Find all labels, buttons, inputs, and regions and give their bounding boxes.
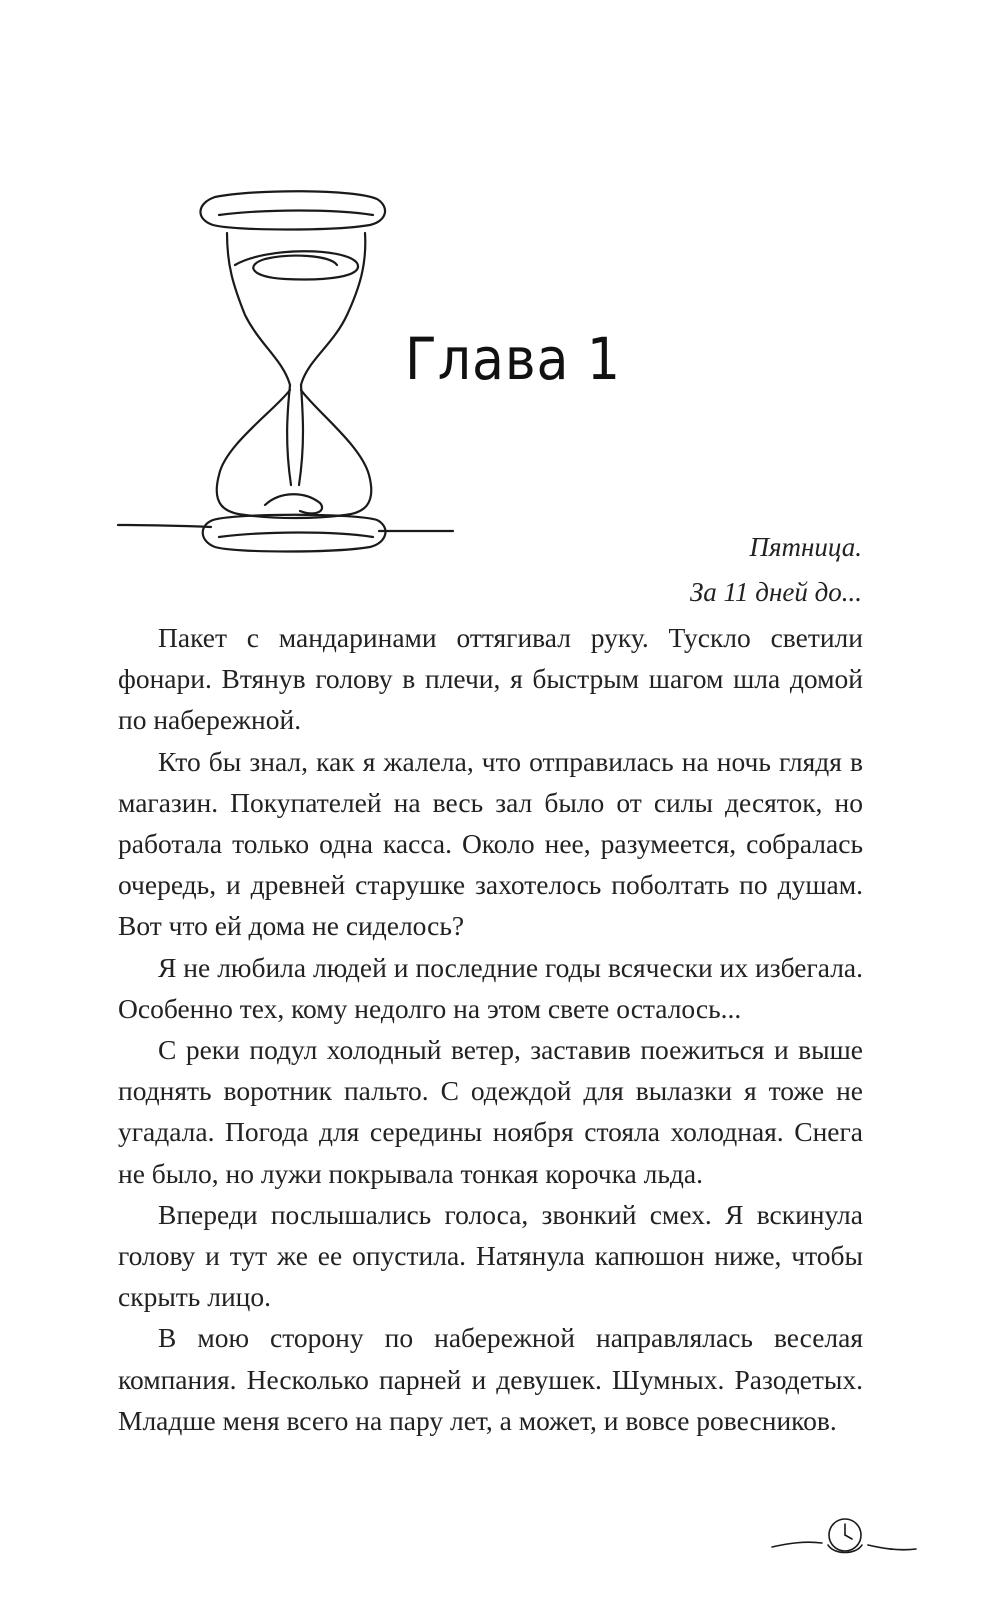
epigraph-line-countdown: За 11 дней до... — [689, 577, 862, 607]
paragraph: С реки подул холодный ветер, заставив поежиться и выше поднять воротник пальто. С одеждой для вылазки я тоже не угадала. Погода для середины ноября стояла холодная. Снега не было, но лужи покрывала тонкая корочка льда. — [118, 1034, 863, 1189]
chapter-body — [118, 617, 863, 1441]
chapter-title: Глава 1 — [405, 325, 622, 393]
epigraph-line-day: Пятница. — [749, 532, 862, 562]
epigraph — [690, 525, 862, 615]
paragraph: В мою сторону по набережной направлялась веселая компания. Несколько парней и девушек. Шумных. Разодетых. Младше меня всего на пару лет, а может, и вовсе ровесников. — [118, 1322, 863, 1436]
paragraph: Пакет с мандаринами оттягивал руку. Тускло светили фонари. Втянув голову в плечи, я быстрым шагом шла домой по набережной. — [118, 622, 863, 736]
paragraph: Я не любила людей и последние годы всячески их избегала. Особенно тех, кому недолго на этом свете осталось... — [118, 951, 863, 1024]
paragraph: Кто бы знал, как я жалела, что отправилась на ночь глядя в магазин. Покупателей на весь зал было от силы десяток, но работала только одна касса. Около нее, разумеется, собралась очередь, и древней старушке захотелось поболтать по душам. Вот что ей дома не сиделось? — [118, 745, 863, 942]
clock-flourish-icon — [770, 1505, 920, 1565]
hourglass-line-art-icon — [115, 185, 455, 565]
paragraph: Впереди послышались голоса, звонкий смех. Я вскинула голову и тут же ее опустила. Натянула капюшон ниже, чтобы скрыть лицо. — [118, 1198, 863, 1313]
